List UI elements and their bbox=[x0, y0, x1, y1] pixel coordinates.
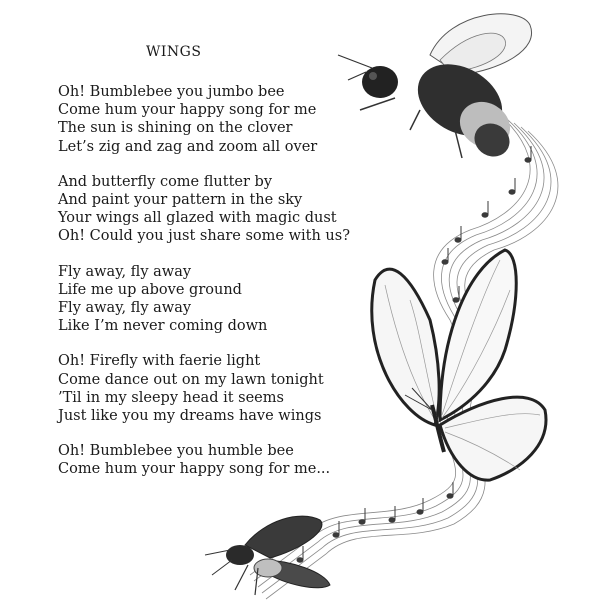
poem-line: Just like you my dreams have wings bbox=[58, 408, 322, 425]
poem-line: Come dance out on my lawn tonight bbox=[58, 371, 324, 388]
poem-line: ’Til in my sleepy head it seems bbox=[58, 389, 284, 406]
poem-line: The sun is shining on the clover bbox=[58, 120, 293, 137]
poem-line: And paint your pattern in the sky bbox=[58, 192, 303, 209]
poem-line: Like I’m never coming down bbox=[58, 318, 268, 335]
poem-line: Your wings all glazed with magic dust bbox=[58, 210, 337, 227]
poem-line: Come hum your happy song for me bbox=[58, 102, 317, 119]
poem-line: Fly away, fly away bbox=[58, 263, 192, 280]
butterfly-drawing bbox=[372, 250, 546, 480]
poem-line: Oh! Bumblebee you humble bee bbox=[58, 443, 294, 460]
poem-line: Come hum your happy song for me... bbox=[58, 461, 331, 478]
poem-line: Oh! Could you just share some with us? bbox=[58, 228, 350, 245]
poem-line: Fly away, fly away bbox=[58, 300, 192, 317]
poem-line: Let’s zig and zag and zoom all over bbox=[58, 138, 318, 155]
poem-line: Life me up above ground bbox=[58, 281, 242, 298]
poem-title: WINGS bbox=[146, 44, 202, 60]
poem-line: Oh! Firefly with faerie light bbox=[58, 353, 261, 370]
poem-line: And butterfly come flutter by bbox=[58, 173, 273, 190]
poem-line: Oh! Bumblebee you jumbo bee bbox=[58, 84, 285, 100]
bumblebee-drawing bbox=[338, 14, 532, 163]
